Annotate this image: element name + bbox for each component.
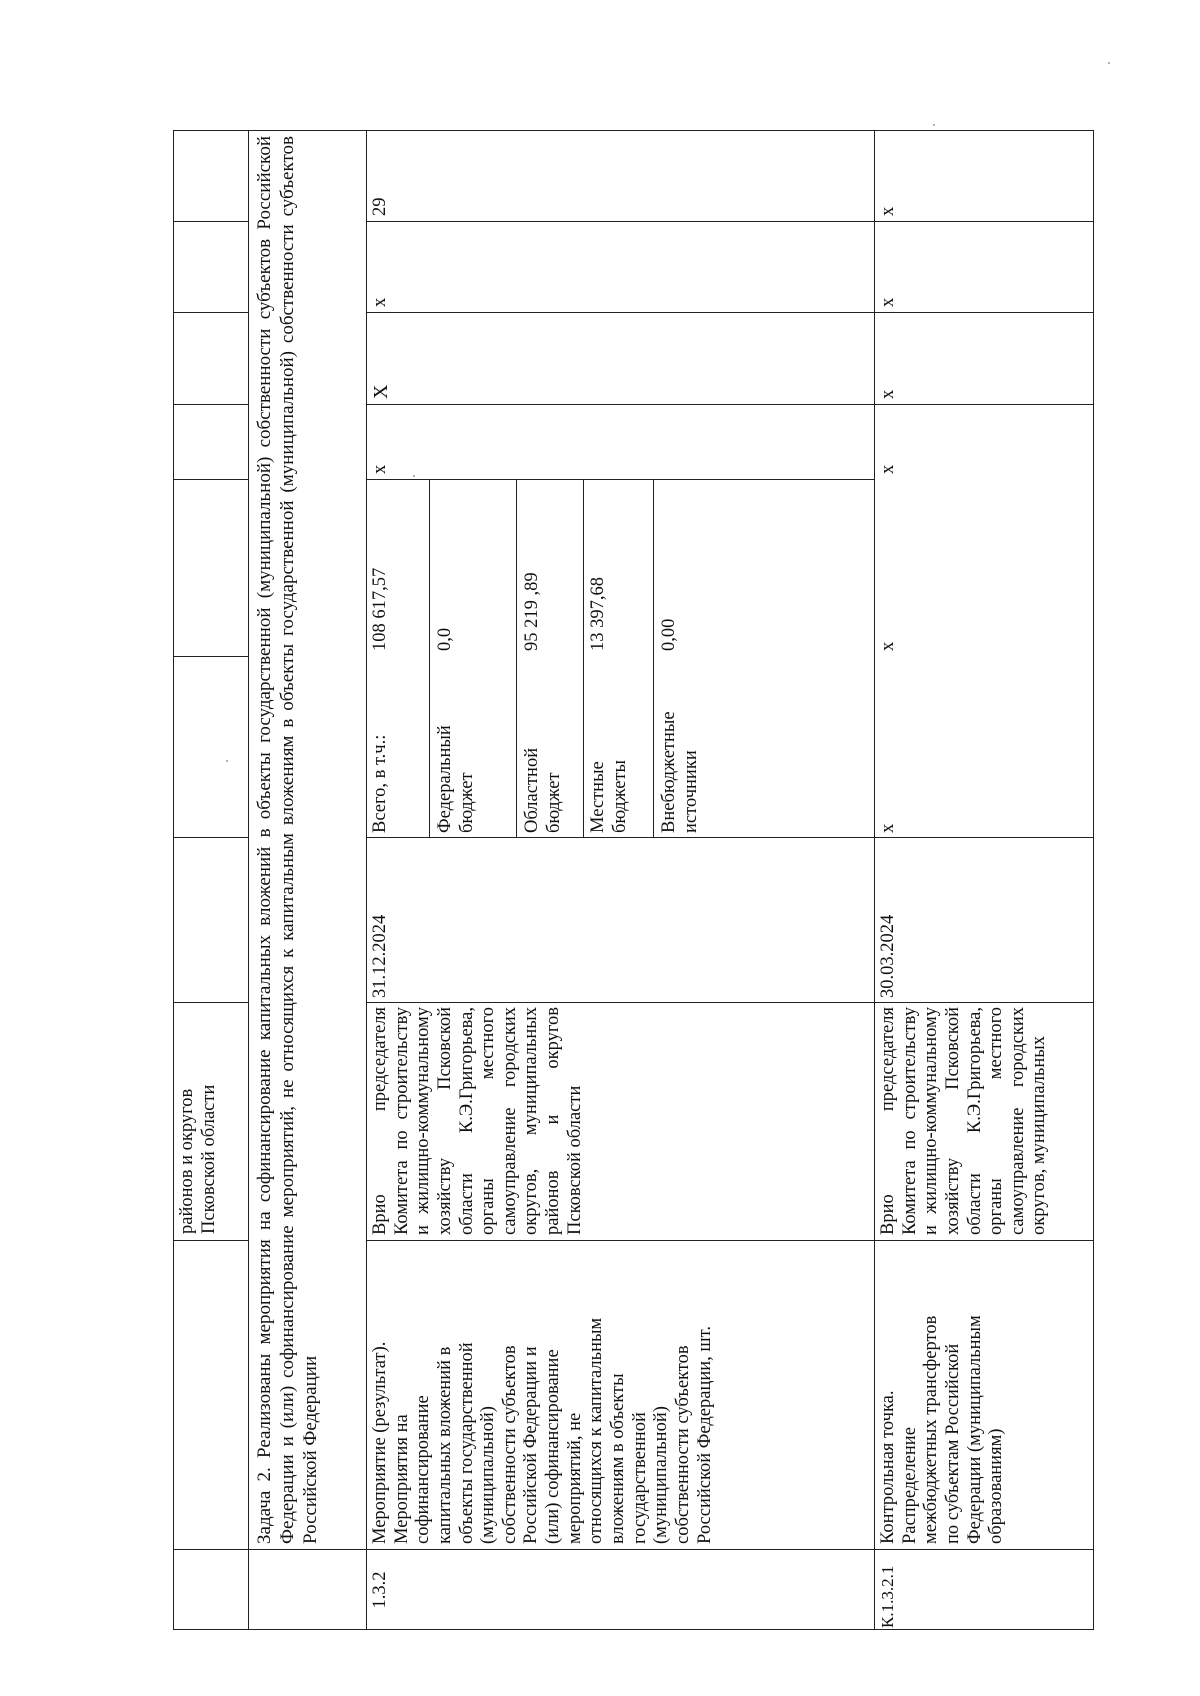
source-row-line [583, 480, 584, 838]
scan-speck [933, 124, 935, 126]
task-description: Задача 2. Реализованы мероприятия на софинансирование капитальных вложений в объекты государственной (муниципальной) собственности субъектов Российской Федерации и (или) софинансирование мероприятий, не относящихся к капитальным вложениям в объекты государственной (муниципальной) собственности субъектов Российской Федерации [254, 136, 322, 1544]
column-line [366, 1002, 1094, 1003]
source-value: 0,0 [435, 627, 455, 651]
column-line [173, 1240, 248, 1241]
source-value: 0,00 [659, 618, 679, 651]
column-line [366, 479, 874, 480]
table-border-right [173, 130, 1094, 131]
cell-mark: х [878, 297, 898, 307]
scan-speck [413, 475, 415, 477]
column-line [366, 1240, 1094, 1241]
responsible-person: Врио председателя Комитета по строительству и жилищно-коммунальному хозяйству Псковской области К.Э.Григорьева, органы местного самоуправление городских округов, муниципальных [878, 1007, 1050, 1235]
scan-speck [226, 760, 228, 762]
column-line [366, 312, 1094, 313]
source-label: Внебюджетные источники [659, 711, 701, 833]
scan-speck [1108, 62, 1110, 64]
source-value: х [878, 641, 898, 651]
cell-value: 29 [370, 197, 390, 216]
table-border-bottom [1093, 130, 1094, 1630]
source-value: 13 397,68 [588, 577, 608, 651]
cell-mark: х [878, 206, 898, 216]
deadline-date: 30.03.2024 [878, 914, 898, 998]
column-line [173, 479, 248, 480]
column-line [173, 837, 248, 838]
column-line [173, 312, 248, 313]
source-label: Всего, в т.ч.: [370, 734, 390, 833]
source-value: 108 617,57 [370, 567, 390, 651]
row-line [366, 130, 367, 1630]
source-label: Областной бюджет [522, 747, 564, 833]
row-line [874, 130, 875, 1630]
deadline-date: 31.12.2024 [370, 914, 390, 998]
column-line [173, 1549, 1094, 1550]
column-line [173, 404, 248, 405]
source-row-line [516, 480, 517, 838]
column-line [366, 837, 1094, 838]
column-line [173, 1002, 248, 1003]
column-line [366, 404, 1094, 405]
source-value: 95 219 ,89 [522, 572, 542, 651]
column-line [366, 221, 1094, 222]
cell-mark: х [370, 464, 390, 474]
column-line [173, 221, 248, 222]
source-row-line [653, 480, 654, 838]
source-label: х [878, 823, 898, 833]
source-label: Местные бюджеты [588, 760, 630, 833]
cell-mark: х [878, 464, 898, 474]
row-number: 1.3.2 [370, 1571, 390, 1609]
row-number: К.1.3.2.1 [878, 1565, 897, 1628]
row-line [248, 130, 249, 1630]
source-row-line [429, 480, 430, 838]
table-border-left [173, 1629, 1094, 1630]
source-label: Федеральный бюджет [435, 725, 477, 833]
cell-mark: х [878, 389, 898, 399]
rotated-table-sheet [173, 130, 1094, 1630]
table-border-top [173, 130, 174, 1630]
cell-mark: Х [370, 384, 392, 399]
cell-mark: х [370, 297, 390, 307]
control-point-name: Контрольная точка. Распределение межбюджетных трансфертов по субъектам Российской Федерации (муниципальным образованиям) [878, 1315, 1007, 1544]
header-responsible-tail: районов и округов Псковской области [177, 1084, 219, 1234]
measure-name: Мероприятие (результат). Мероприятия на софинансирование капитальных вложений в объекты государственной (муниципальной) собственности субъектов Российской Федерации и (или) софинансирование мероприятий, не относящихся к капитальным вложениям в объекты государственной (муниципальной) собственности субъектов Российской Федерации, шт. [370, 1317, 715, 1544]
column-line [173, 656, 248, 657]
responsible-person: Врио председателя Комитета по строительству и жилищно-коммунальному хозяйству Псковской области К.Э.Григорьева, органы местного самоуправление городских округов, муниципальных районов и округов Псковской области [370, 1007, 585, 1235]
